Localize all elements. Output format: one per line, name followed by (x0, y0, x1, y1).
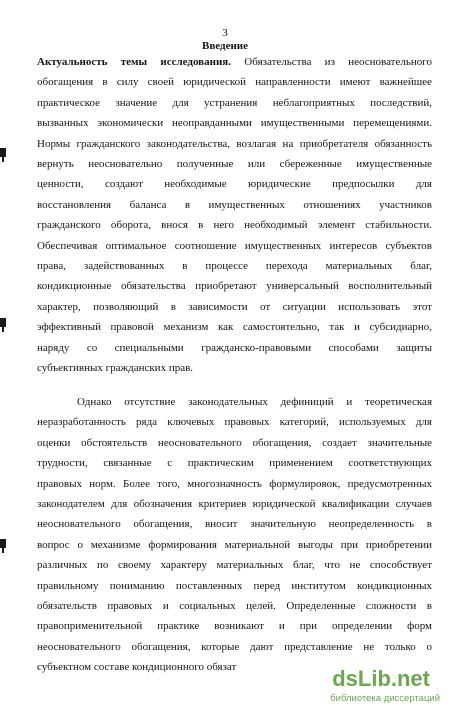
watermark-logo: dsLib.net (332, 666, 430, 691)
text-line: характер, позволяющий в зависимости от ситуации использовать этот (37, 300, 432, 313)
text-line: различных по своему характеру материальных благ, что не способствует (37, 559, 432, 572)
watermark-subtitle: библиотека диссертаций (330, 693, 440, 704)
text-line: вызванных экономически неоправданными имущественными перемещениями. (37, 117, 432, 130)
lead-phrase: Актуальность темы исследования. (37, 56, 231, 68)
text-line (37, 56, 432, 69)
text-line: права, задействованных в процессе перехода материальных благ, (37, 260, 432, 272)
section-heading: Введение (201, 40, 249, 52)
text-line: практическое значение для устранения неблагоприятных последствий, (37, 96, 432, 109)
scan-edge-mark-1 (0, 148, 6, 157)
text-line: правоприменительной практике возникают и при определении форм (37, 620, 432, 633)
scan-edge-mark-2 (0, 318, 6, 327)
text-line: неосновательного обогащения, вносит значительную неопределенность в (37, 518, 432, 531)
text-line: законодателем для обозначения критериев юридической квалификации случаев (37, 498, 432, 510)
text-line: эффективный правовой механизм как самостоятельно, так и субсидиарно, (37, 321, 432, 334)
text-line: правовых норм. Более того, многозначность формулировок, предусмотренных (37, 477, 432, 490)
watermark (332, 667, 442, 709)
text-line: гражданского оборота, внося в него необходимый элемент стабильности. (37, 219, 432, 232)
text-line: правильному пониманию поставленных перед институтом кондикционных (37, 579, 432, 592)
text-line: неразработанность ряда ключевых правовых категорий, используемых для (37, 416, 432, 429)
text-line: Нормы гражданского законодательства, возлагая на приобретателя обязанность (37, 137, 432, 150)
text-line: оценки обстоятельств неосновательного обогащения, создает значительные (37, 436, 432, 449)
text-line: обязательств правовых и социальных целей. Определенные сложности в (37, 600, 432, 612)
text-line: кондикционные обязательства приобретают универсальный восполнительный (37, 280, 432, 293)
text-line: обогащения в силу своей юридической направленности имеют важнейшее (37, 76, 432, 89)
text-line: Однако отсутствие законодательных дефиниций и теоретическая (77, 396, 432, 408)
text-line: субъективных гражданских прав. (37, 362, 194, 374)
text-line: вопрос о механизме формирования материальной выгоды при приобретении (37, 538, 432, 551)
text-line: ценности, создают необходимые юридические предпосылки для (37, 178, 432, 191)
scan-edge-mark-3 (0, 539, 6, 548)
text-line: субъектном составе кондиционного обязат (37, 661, 237, 674)
page-number: 3 (222, 27, 228, 39)
text-line: неосновательного обогащения, которые дают представление не только о (37, 640, 432, 653)
text-line: трудности, связанные с практическим применением соответствующих (37, 457, 432, 470)
lead-rest: Обязательства из неосновательного (231, 56, 432, 68)
text-line: вернуть неосновательно полученные или сбереженные имущественные (37, 158, 432, 170)
text-line: наряду со специальными гражданско-правовыми способами защиты (37, 341, 432, 354)
text-line: восстановления баланса в имущественных отношениях участников (37, 198, 432, 211)
text-line: Обеспечивая оптимальное соотношение имущественных интересов субъектов (37, 239, 432, 252)
